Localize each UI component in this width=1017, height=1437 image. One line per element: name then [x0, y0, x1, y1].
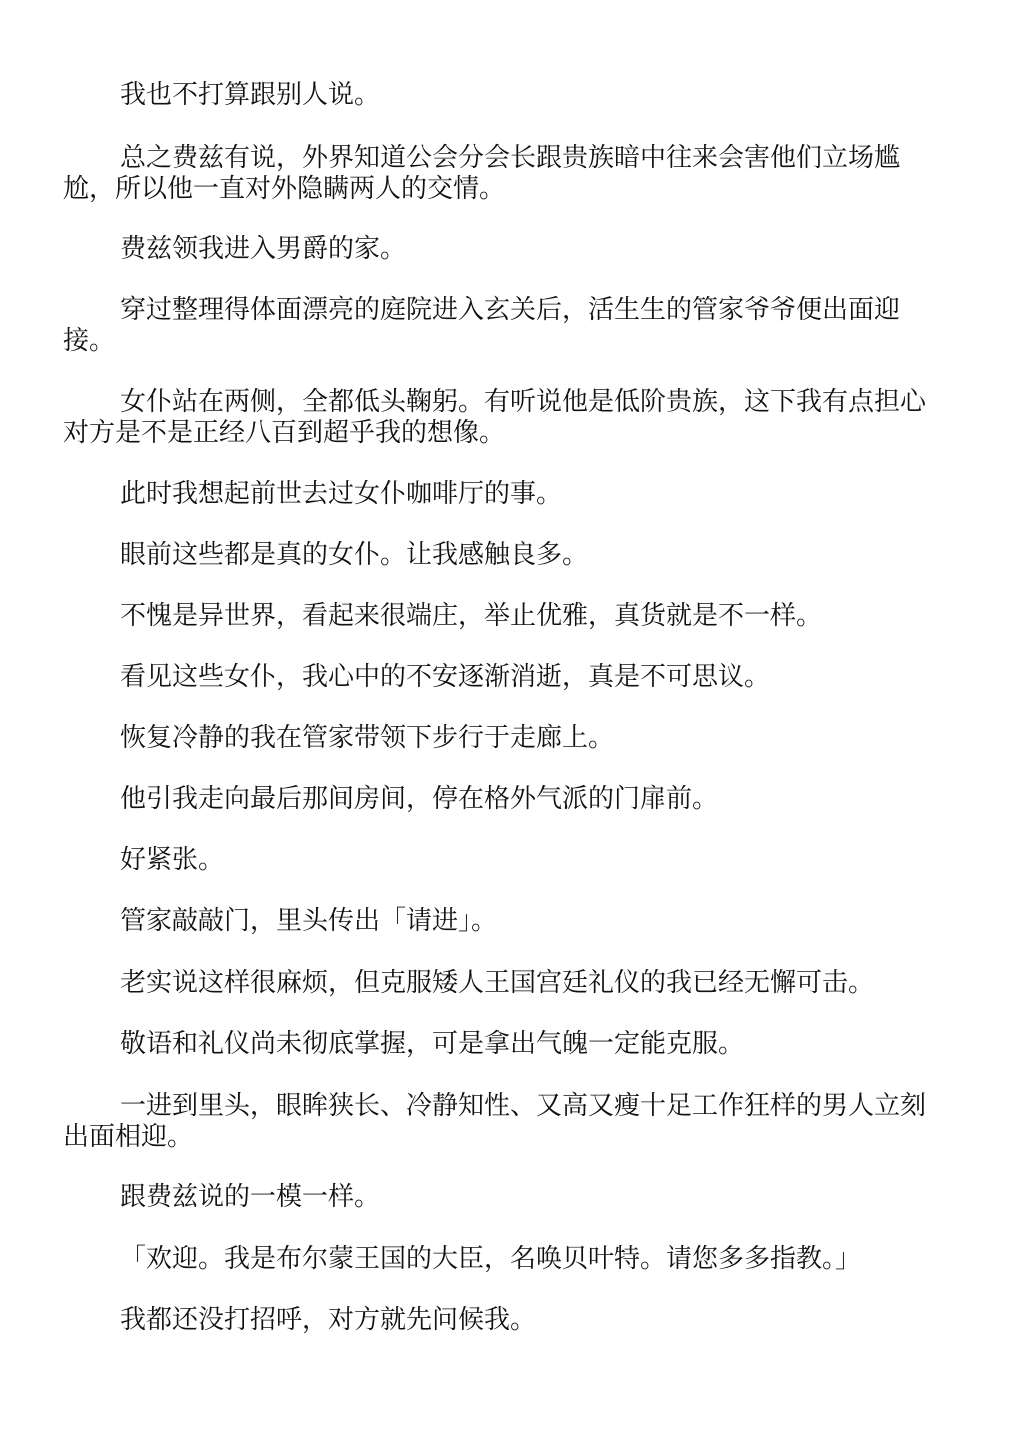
- paragraph: 他引我走向最后那间房间，停在格外气派的门扉前。: [120, 784, 719, 814]
- paragraph: 好紧张。: [120, 845, 225, 875]
- paragraph: 恢复冷静的我在管家带领下步行于走廊上。: [120, 723, 615, 753]
- paragraph: 穿过整理得体面漂亮的庭院进入玄关后，活生生的管家爷爷便出面迎接。: [63, 295, 901, 356]
- paragraph: 「欢迎。我是布尔蒙王国的大臣，名唤贝叶特。请您多多指教。」: [120, 1244, 862, 1274]
- paragraph: 女仆站在两侧，全都低头鞠躬。有听说他是低阶贵族，这下我有点担心对方是不是正经八百到超乎我的想像。: [63, 387, 927, 448]
- paragraph: 我都还没打招呼，对方就先问候我。: [120, 1305, 537, 1335]
- paragraph: 我也不打算跟别人说。: [120, 80, 381, 110]
- paragraph: 看见这些女仆，我心中的不安逐渐消逝，真是不可思议。: [120, 662, 771, 692]
- paragraph: 跟费兹说的一模一样。: [120, 1182, 381, 1212]
- paragraph: 费兹领我进入男爵的家。: [120, 234, 407, 264]
- paragraph: 总之费兹有说，外界知道公会分会长跟贵族暗中往来会害他们立场尴尬，所以他一直对外隐瞒两人的交情。: [63, 143, 901, 204]
- paragraph: 眼前这些都是真的女仆。让我感触良多。: [120, 540, 589, 570]
- paragraph: 老实说这样很麻烦，但克服矮人王国宫廷礼仪的我已经无懈可击。: [120, 968, 875, 998]
- paragraph: 管家敲敲门，里头传出「请进」。: [120, 906, 498, 936]
- paragraph: 敬语和礼仪尚未彻底掌握，可是拿出气魄一定能克服。: [120, 1029, 745, 1059]
- paragraph: 此时我想起前世去过女仆咖啡厅的事。: [120, 479, 563, 509]
- paragraph: 一进到里头，眼眸狭长、冷静知性、又高又瘦十足工作狂样的男人立刻出面相迎。: [63, 1091, 927, 1152]
- paragraph: 不愧是异世界，看起来很端庄，举止优雅，真货就是不一样。: [120, 601, 823, 631]
